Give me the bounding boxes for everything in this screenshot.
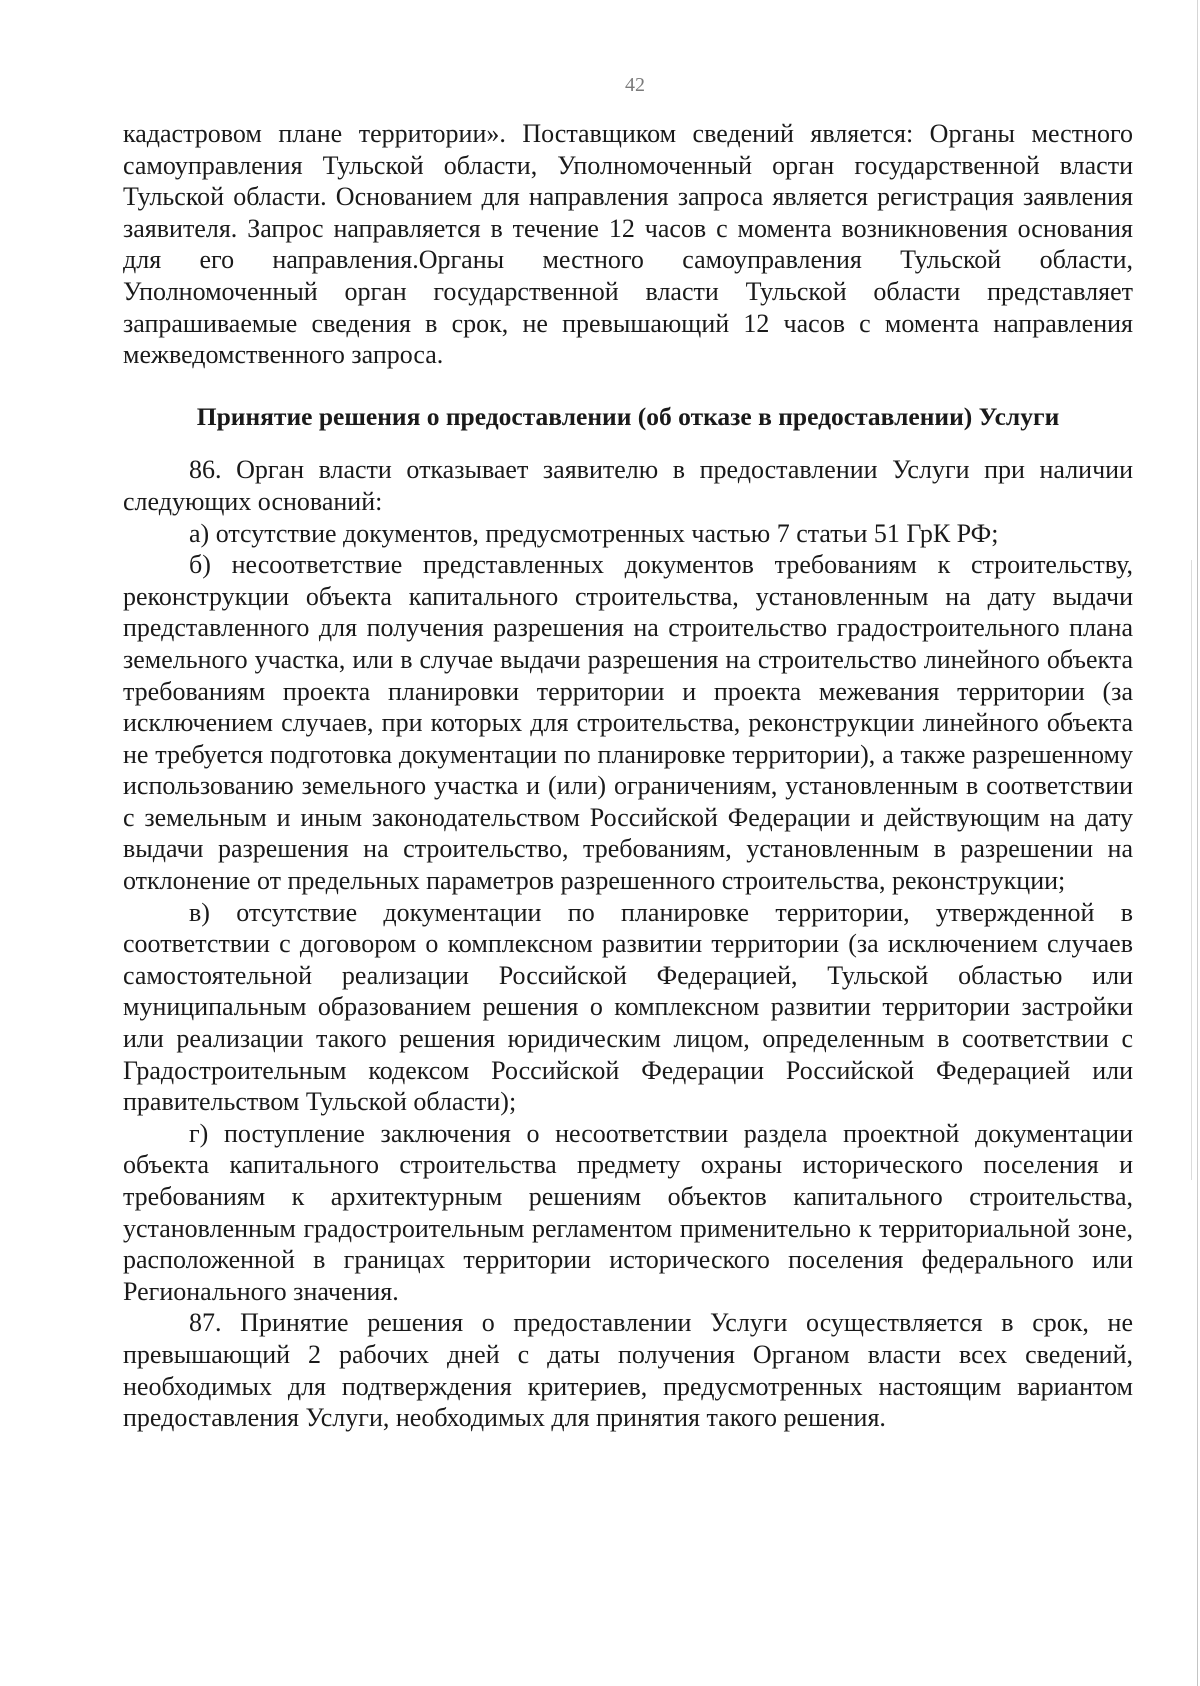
intro-paragraph: кадастровом плане территории». Поставщиком сведений является: Органы местного самоуправления Тульской области, Уполномоченный орган государственной власти Тульской области. Основанием для направления запроса является регистрация заявления заявителя. Запрос направляется в течение 12 часов с момента возникновения основания для его направления.Органы местного самоуправления Тульской области, Уполномоченный орган государственной власти Тульской области представляет запрашиваемые сведения в срок, не превышающий 12 часов с момента направления межведомственного запроса. <box>123 119 1133 370</box>
scan-edge-line <box>1197 0 1198 1686</box>
section-heading: Принятие решения о предоставлении (об отказе в предоставлении) Услуги <box>196 401 1060 431</box>
scan-edge-line-secondary <box>1191 560 1192 1180</box>
item-86-g: г) поступление заключения о несоответствии раздела проектной документации объекта капитального строительства предмету охраны исторического поселения и требованиям к архитектурным решениям объектов капитального строительства, установленным градостроительным регламентом применительно к территориальной зоне, расположенной в границах территории исторического поселения федерального или Регионального значения. <box>123 1118 1133 1306</box>
item-86-a: а) отсутствие документов, предусмотренных частью 7 статьи 51 ГрК РФ; <box>189 518 999 548</box>
item-86-v: в) отсутствие документации по планировке территории, утвержденной в соответствии с договором о комплексном развитии территории (за исключением случаев самостоятельной реализации Российской Федерацией, Тульской областью или муниципальным образованием решения о комплексном развитии территории застройки или реализации такого решения юридическим лицом, определенным в соответствии с Градостроительным кодексом Российской Федерации Российской Федерацией или правительством Тульской области); <box>123 897 1133 1117</box>
item-86-lead: 86. Орган власти отказывает заявителю в предоставлении Услуги при наличии следующих оснований: <box>123 455 1133 516</box>
page-number: 42 <box>625 74 645 96</box>
item-86-b: б) несоответствие представленных документов требованиям к строительству, реконструкции объекта капитального строительства, установленным на дату выдачи представленного для получения разрешения на строительство градостроительного плана земельного участка, или в случае выдачи разрешения на строительство линейного объекта требованиям проекта планировки территории и проекта межевания территории (за исключением случаев, при которых для строительства, реконструкции линейного объекта не требуется подготовка документации по планировке территории), а также разрешенному использованию земельного участка и (или) ограничениям, установленным в соответствии с земельным и иным законодательством Российской Федерации и действующим на дату выдачи разрешения на строительство, требованиям, установленным в разрешении на отклонение от предельных параметров разрешенного строительства, реконструкции; <box>123 550 1133 896</box>
item-87: 87. Принятие решения о предоставлении Услуги осуществляется в срок, не превышающий 2 рабочих дней с даты получения Органом власти всех сведений, необходимых для подтверждения критериев, предусмотренных настоящим вариантом предоставления Услуги, необходимых для принятия такого решения. <box>123 1308 1133 1433</box>
document-body <box>123 118 1133 1434</box>
